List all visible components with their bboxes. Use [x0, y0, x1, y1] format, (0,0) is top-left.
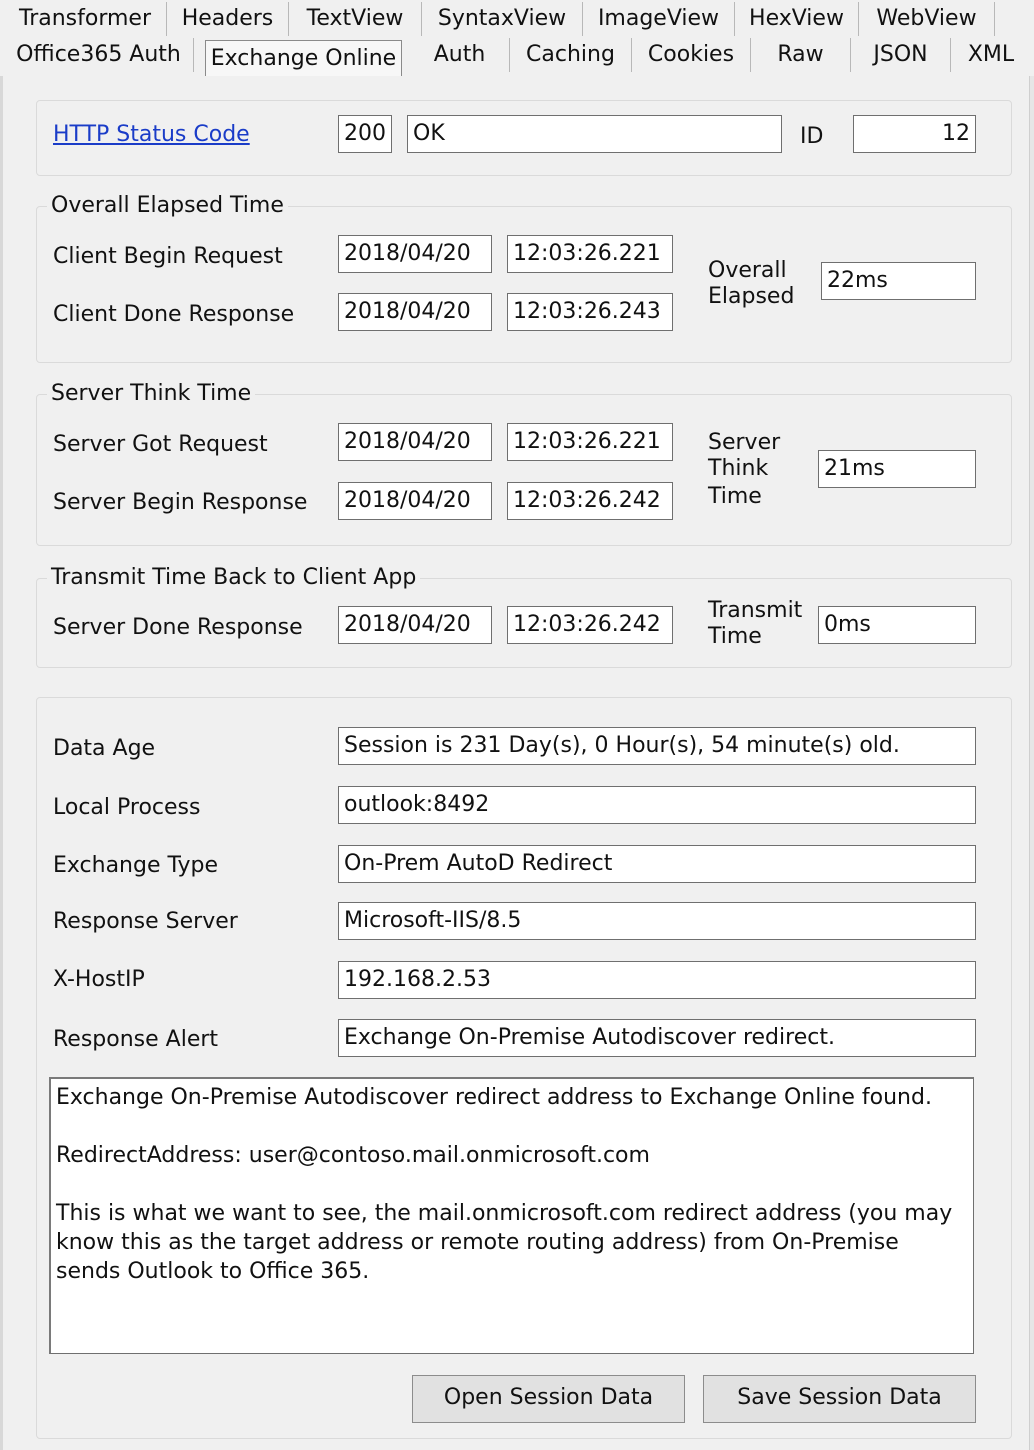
x-hostip-field[interactable]: 192.168.2.53	[338, 961, 976, 999]
server-done-date-field[interactable]: 2018/04/20	[338, 606, 492, 644]
exchange-type-field[interactable]: On-Prem AutoD Redirect	[338, 845, 976, 883]
status-text-field[interactable]: OK	[407, 115, 782, 153]
client-begin-time-field[interactable]: 12:03:26.221	[507, 235, 673, 273]
server-begin-response-label: Server Begin Response	[53, 490, 308, 515]
save-session-data-button[interactable]: Save Session Data	[703, 1375, 976, 1423]
server-done-response-label: Server Done Response	[53, 615, 303, 640]
window-left-edge	[0, 0, 3, 1450]
tab-webview[interactable]: WebView	[859, 2, 995, 36]
server-got-request-label: Server Got Request	[53, 432, 268, 457]
data-age-field[interactable]: Session is 231 Day(s), 0 Hour(s), 54 minute(s) old.	[338, 727, 976, 765]
transmit-time-field[interactable]: 0ms	[818, 606, 976, 644]
server-done-time-field[interactable]: 12:03:26.242	[507, 606, 673, 644]
window-right-edge	[1029, 0, 1034, 1450]
local-process-field[interactable]: outlook:8492	[338, 786, 976, 824]
alert-details-textarea[interactable]: Exchange On-Premise Autodiscover redirect address to Exchange Online found. RedirectAddress: user@contoso.mail.onmicrosoft.com This is what we want to see, the mail.onmicrosoft.com redirect address (you may know this as the target address or remote routing address) from On-Premise sends Outlook to Office 365.	[49, 1077, 974, 1354]
server-got-time-field[interactable]: 12:03:26.221	[507, 423, 673, 461]
tab-headers[interactable]: Headers	[167, 2, 289, 36]
tab-exchange-online[interactable]: Exchange Online	[205, 40, 402, 76]
tab-caching[interactable]: Caching	[510, 38, 632, 72]
overall-elapsed-label-line1: Overall	[708, 258, 787, 283]
server-think-label-line2: Think	[708, 456, 769, 481]
status-code-field[interactable]: 200	[338, 115, 392, 153]
tab-textview[interactable]: TextView	[289, 2, 422, 36]
server-think-label-line3: Time	[708, 484, 762, 509]
server-think-legend: Server Think Time	[47, 381, 255, 407]
tab-auth[interactable]: Auth	[410, 38, 510, 72]
tab-office365-auth[interactable]: Office365 Auth	[4, 38, 194, 72]
id-label: ID	[800, 124, 824, 149]
client-begin-date-field[interactable]: 2018/04/20	[338, 235, 492, 273]
transmit-time-label-line1: Transmit	[708, 598, 803, 623]
tab-json[interactable]: JSON	[851, 38, 951, 72]
transmit-time-label-line2: Time	[708, 624, 762, 649]
local-process-label: Local Process	[53, 795, 201, 820]
tab-imageview[interactable]: ImageView	[583, 2, 735, 36]
tab-cookies[interactable]: Cookies	[632, 38, 751, 72]
client-done-date-field[interactable]: 2018/04/20	[338, 293, 492, 331]
response-alert-label: Response Alert	[53, 1027, 219, 1052]
tab-transformer[interactable]: Transformer	[4, 2, 167, 36]
client-done-time-field[interactable]: 12:03:26.243	[507, 293, 673, 331]
server-think-label-line1: Server	[708, 430, 781, 455]
response-server-field[interactable]: Microsoft-IIS/8.5	[338, 902, 976, 940]
server-begin-date-field[interactable]: 2018/04/20	[338, 482, 492, 520]
overall-elapsed-field[interactable]: 22ms	[821, 262, 976, 300]
overall-elapsed-label-line2: Elapsed	[708, 284, 795, 309]
response-alert-field[interactable]: Exchange On-Premise Autodiscover redirect.	[338, 1019, 976, 1057]
data-age-label: Data Age	[53, 736, 156, 761]
open-session-data-button[interactable]: Open Session Data	[412, 1375, 685, 1423]
client-begin-request-label: Client Begin Request	[53, 244, 283, 269]
server-got-date-field[interactable]: 2018/04/20	[338, 423, 492, 461]
tab-strip	[0, 0, 1034, 76]
tab-syntaxview[interactable]: SyntaxView	[422, 2, 583, 36]
overall-elapsed-legend: Overall Elapsed Time	[47, 193, 288, 219]
transmit-legend: Transmit Time Back to Client App	[47, 565, 420, 591]
server-think-field[interactable]: 21ms	[818, 450, 976, 488]
tab-raw[interactable]: Raw	[751, 38, 851, 72]
response-server-label: Response Server	[53, 909, 238, 934]
x-hostip-label: X-HostIP	[53, 967, 145, 992]
client-done-response-label: Client Done Response	[53, 302, 295, 327]
exchange-type-label: Exchange Type	[53, 853, 219, 878]
server-begin-time-field[interactable]: 12:03:26.242	[507, 482, 673, 520]
tab-xml[interactable]: XML	[967, 42, 1015, 67]
tab-hexview[interactable]: HexView	[735, 2, 859, 36]
http-status-code-link[interactable]: HTTP Status Code	[53, 122, 250, 147]
id-field[interactable]: 12	[853, 115, 976, 153]
